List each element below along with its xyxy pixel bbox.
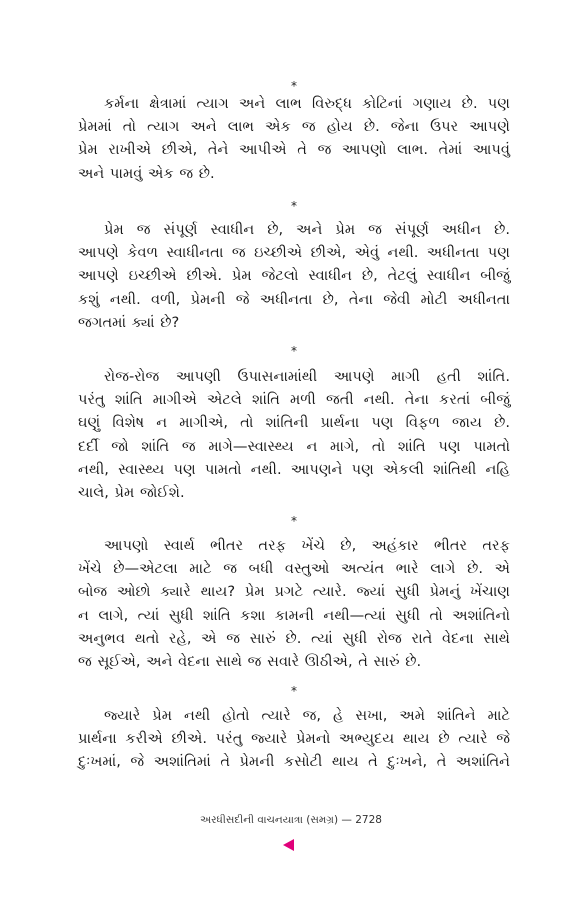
paragraph-line: જ સૂઈએ, અને વેદના સાથે જ સવારે ઊઠીએ, તે સારું છે. (78, 653, 422, 671)
paragraph-line: પ્રેમ રાખીએ છીએ, તેને આપીએ તે જ આપણો લાભ. તેમાં આપવું (78, 141, 510, 159)
paragraph-line: કર્મના ક્ષેત્રામાં ત્યાગ અને લાભ વિરુદ્ધ કોટિનાં ગણાય છે. પણ (104, 95, 510, 112)
paragraph (78, 365, 510, 504)
paragraph-line: નથી, સ્વાસ્થ્ય પણ પામતો નથી. આપણને પણ એકલી શાંતિથી નહિ (78, 460, 510, 478)
paragraph-line: ઘણું વિશેષ ન માગીએ, તો શાંતિની પ્રાર્થના પણ વિફળ જાય છે. (78, 414, 510, 432)
paragraph-line: આપણો સ્વાર્થ ભીતર તરફ ખેંચે છે, અહંકાર ભીતર તરફ (104, 537, 510, 554)
paragraph (78, 218, 510, 334)
paragraph-line: ખેંચે છે—એટલા માટે જ બધી વસ્તુઓ અત્યંત ભારે લાગે છે. એ (78, 560, 510, 578)
separator-star: * (291, 514, 297, 528)
paragraph-line: ચાલે, પ્રેમ જોઈશે. (78, 484, 185, 502)
paragraph-line: ન લાગે, ત્યાં સુધી શાંતિ કશા કામની નથી—ત્યાં સુધી તો અશાંતિનો (78, 606, 510, 624)
paragraph-line: જગતમાં ક્યાં છે? (78, 313, 180, 331)
separator-star: * (291, 199, 297, 213)
paragraph-line: અને પામવું એક જ છે. (78, 164, 215, 182)
paragraph-line: કશું નથી. વળી, પ્રેમની જે અધીનતા છે, તેના જેવી મોટી અધીનતા (78, 290, 510, 308)
paragraph-line: પ્રાર્થના કરીએ છીએ. પરંતુ જ્યારે પ્રેમનો અભ્યુદય થાય છે ત્યારે જે (78, 730, 510, 748)
paragraph-line: આપણે ઇચ્છીએ છીએ. પ્રેમ જેટલો સ્વાધીન છે, તેટલું સ્વાધીન બીજું (78, 267, 510, 285)
paragraph (78, 92, 510, 185)
paragraph-line: અનુભવ થતો રહે, એ જ સારું છે. ત્યાં સુધી રોજ રાતે વેદના સાથે (78, 629, 510, 647)
separator-star: * (291, 344, 297, 358)
paragraph-line: બોજ ઓછો ક્યારે થાય? પ્રેમ પ્રગટે ત્યારે. જ્યાં સુધી પ્રેમનું ખેંચાણ (78, 583, 510, 601)
paragraph-line: રોજ-રોજ આપણી ઉપાસનામાંથી આપણે માગી હતી શાંતિ. (104, 368, 510, 385)
page-footer: અરધીસદીની વાચનયાત્રા (સમગ્ર) — 2728 (200, 814, 382, 826)
paragraph-line: આપણે કેવળ સ્વાધીનતા જ ઇચ્છીએ છીએ, એવું નથી. અધીનતા પણ (78, 244, 510, 262)
paragraph-line: દર્દી જો શાંતિ જ માગે—સ્વાસ્થ્ય ન માગે, તો શાંતિ પણ પામતો (78, 437, 510, 455)
paragraph (78, 534, 510, 673)
paragraph (78, 704, 510, 774)
paragraph-line: પરંતુ શાંતિ માગીએ એટલે શાંતિ મળી જતી નથી. તેના કરતાં બીજું (78, 391, 510, 409)
paragraph-line: દુઃખમાં, જે અશાંતિમાં તે પ્રેમની કસોટી થાય તે દુઃખને, તે અશાંતિને (78, 753, 510, 771)
triangle-left-icon[interactable] (283, 839, 294, 851)
paragraph-line: પ્રેમ જ સંપૂર્ણ સ્વાધીન છે, અને પ્રેમ જ સંપૂર્ણ અધીન છે. (104, 221, 510, 238)
paragraph-line: જ્યારે પ્રેમ નથી હોતો ત્યારે જ, હે સખા, અમે શાંતિને માટે (104, 707, 510, 724)
separator-star: * (291, 684, 297, 698)
separator-star: * (291, 79, 297, 93)
paragraph-line: પ્રેમમાં તો ત્યાગ અને લાભ એક જ હોય છે. જેના ઉપર આપણે (78, 118, 510, 136)
